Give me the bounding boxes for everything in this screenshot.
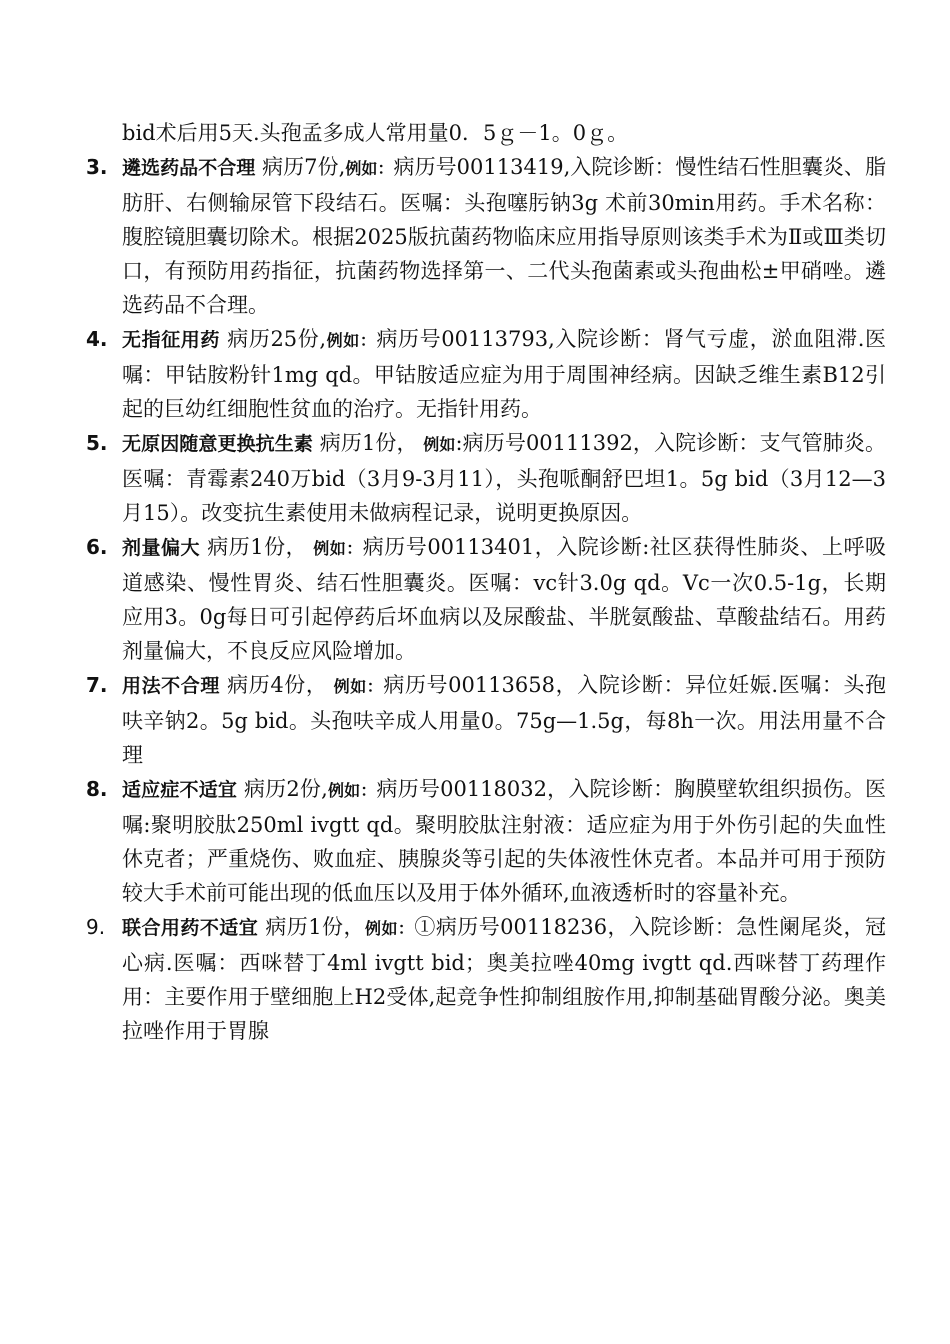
- item-heading: 适应症不适宜: [122, 779, 238, 801]
- item-number: 9.: [86, 915, 106, 939]
- item-count: 病历1份，: [200, 535, 308, 559]
- item-heading: 用法不合理: [122, 675, 220, 697]
- item-heading: 遴选药品不合理: [122, 157, 256, 179]
- item-text: 病历号00113419,入院诊断：慢性结石性胆囊炎、脂肪肝、右侧输尿管下段结石。医嘱：头孢噻肟钠3g 术前30min用药。手术名称：腹腔镜胆囊切除术。根据2025版抗菌药物临床应用指导原则该类手术为Ⅱ或Ⅲ类切口，有预防用药指征，抗菌药物选择第一、二代头孢菌素或头孢曲松±甲硝唑。遴选药品不合理。: [122, 155, 886, 317]
- item-number: 4.: [86, 327, 108, 351]
- item-text: 病历号00113401，入院诊断:社区获得性肺炎、上呼吸道感染、慢性胃炎、结石性胆囊炎。医嘱：vc针3.0g qd。Vc一次0.5-1g，长期应用3。0g每日可引起停药后坏血病以及尿酸盐、半胱氨酸盐、草酸盐结石。用药剂量偏大，不良反应风险增加。: [122, 535, 886, 663]
- list-item-5: [86, 426, 886, 530]
- document-body: [86, 116, 886, 1048]
- item-count: 病历1份，: [312, 431, 418, 455]
- item-heading: 剂量偏大: [122, 537, 201, 559]
- example-label: 例如：: [345, 159, 394, 178]
- item-text: 病历号00113658，入院诊断：异位妊娠.医嘱：头孢呋辛钠2。5g bid。头孢呋辛成人用量0。75g—1.5g，每8h一次。用法用量不合理: [122, 673, 886, 767]
- item-body: [122, 910, 886, 1048]
- item-count: 病历1份，: [258, 915, 365, 939]
- item-text: 病历号00118032，入院诊断：胸膜壁软组织损伤。医嘱:聚明胶肽250ml ivgtt qd。聚明胶肽注射液：适应症为用于外伤引起的失血性休克者；严重烧伤、败血症、胰腺炎等引起的失体液性休克者。本品并可用于预防较大手术前可能出现的低血压以及用于体外循环,血液透析时的容量补充。: [122, 777, 886, 905]
- list-item-8: [86, 772, 886, 910]
- example-label: 例如：: [307, 539, 363, 558]
- item-body: [122, 668, 886, 772]
- list-item-6: [86, 530, 886, 668]
- item-number: 6.: [86, 535, 108, 559]
- list-item-3: [86, 150, 886, 322]
- example-label: 例如：: [326, 331, 377, 350]
- item-heading: 无原因随意更换抗生素: [122, 433, 313, 455]
- item-number: 7.: [86, 673, 108, 697]
- item-text: ①病历号00118236，入院诊断：急性阑尾炎，冠心病.医嘱：西咪替丁4ml ivgtt bid；奥美拉唑40mg ivgtt qd.西咪替丁药理作用：主要作用于壁细胞上H2受体,起竞争性抑制组胺作用,抑制基础胃酸分泌。奥美拉唑作用于胃腺: [122, 915, 886, 1043]
- list-item-9: [86, 910, 886, 1048]
- list-item-4: [86, 322, 886, 426]
- example-label: 例如: [417, 435, 456, 454]
- item-number: 8.: [86, 777, 108, 801]
- item-text: 病历号00113793,入院诊断：肾气亏虚，淤血阻滞.医嘱：甲钴胺粉针1mg qd。甲钴胺适应症为用于周围神经病。因缺乏维生素B12引起的巨幼红细胞性贫血的治疗。无指针用药。: [122, 327, 886, 421]
- item-body: [122, 426, 886, 530]
- item-heading: 联合用药不适宜: [122, 917, 259, 939]
- item-body: [122, 150, 886, 322]
- example-label: 例如：: [327, 781, 377, 800]
- item-number: 5.: [86, 431, 108, 455]
- continued-paragraph: bid术后用5天.头孢孟多成人常用量0．5ｇ－1。0ｇ。: [122, 121, 629, 145]
- item-body: [122, 530, 886, 668]
- item-heading: 无指征用药: [122, 329, 220, 351]
- item-count: 病历7份,: [255, 155, 346, 179]
- item-count: 病历25份,: [219, 327, 327, 351]
- example-label: 例如：: [327, 677, 384, 696]
- list-item-7: [86, 668, 886, 772]
- item-number: 3.: [86, 155, 108, 179]
- item-count: 病历2份,: [237, 777, 328, 801]
- item-body: [122, 772, 886, 910]
- example-label: 例如：: [364, 919, 415, 938]
- item-count: 病历4份，: [219, 673, 328, 697]
- item-text: :病历号00111392，入院诊断：支气管肺炎。医嘱：青霉素240万bid（3月9-3月11），头孢哌酮舒巴坦1。5g bid（3月12—3月15）。改变抗生素使用未做病程记录，说明更换原因。: [122, 431, 886, 525]
- item-body: [122, 322, 886, 426]
